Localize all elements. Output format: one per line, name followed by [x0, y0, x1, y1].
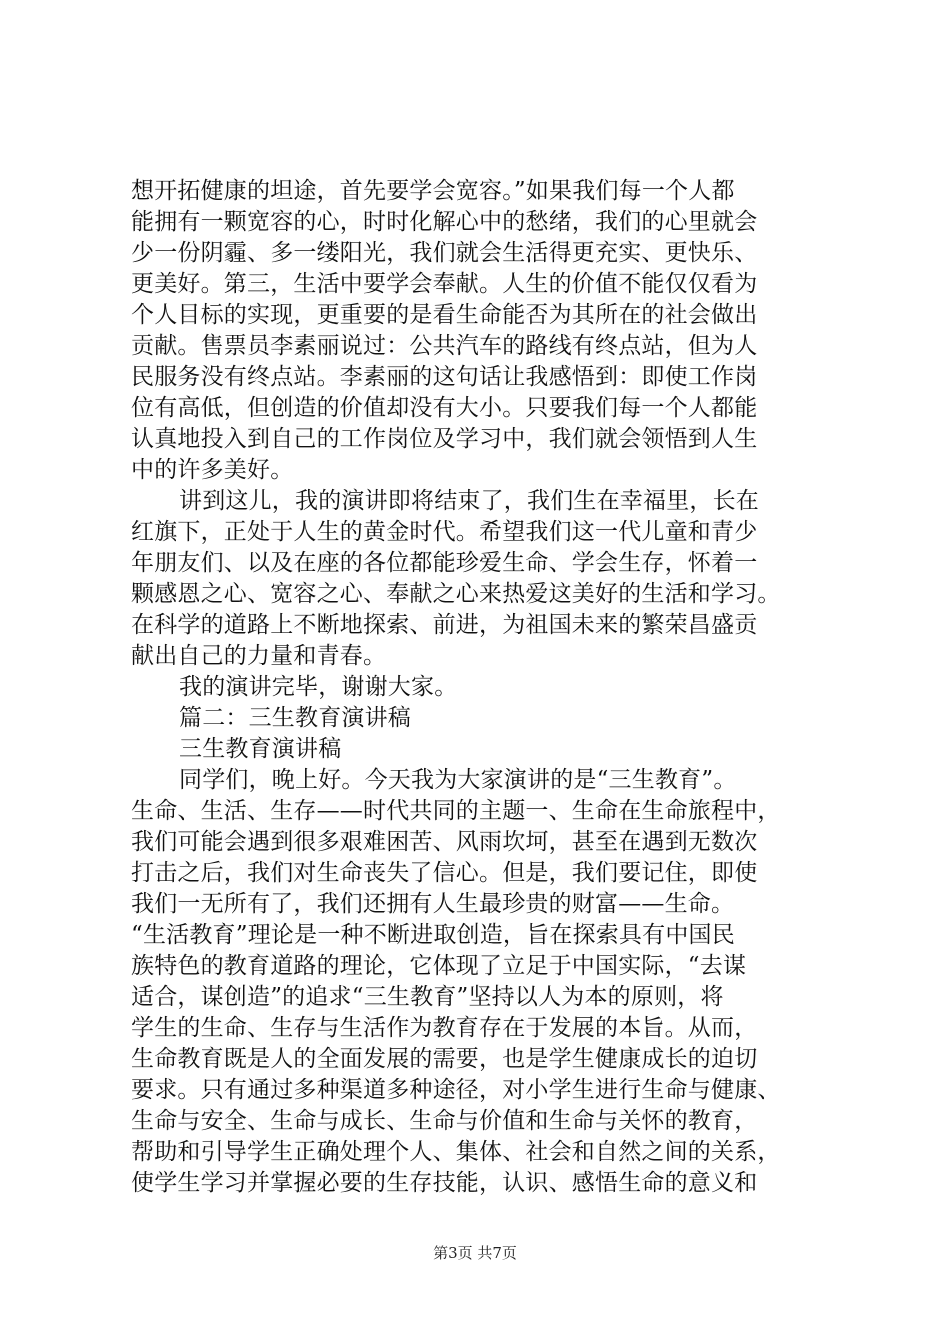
paragraph-start-line: 篇二：三生教育演讲稿: [179, 705, 411, 731]
text-line: 适合，谋创造”的追求“三生教育”坚持以人为本的原则，将: [131, 984, 724, 1010]
text-line: 认真地投入到自己的工作岗位及学习中，我们就会领悟到人生: [131, 426, 758, 452]
text-line: 献出自己的力量和青春。: [131, 643, 387, 669]
text-line: 想开拓健康的坦途，首先要学会宽容。”如果我们每一个人都: [131, 178, 735, 204]
text-line: 使学生学习并掌握必要的生存技能，认识、感悟生命的意义和: [131, 1170, 758, 1196]
text-line: 少一份阴霾、多一缕阳光，我们就会生活得更充实、更快乐、: [131, 240, 758, 266]
text-line: 生命、生活、生存——时代共同的主题一、生命在生命旅程中，: [131, 798, 781, 824]
text-line: 族特色的教育道路的理论，它体现了立足于中国实际，“去谋: [131, 953, 747, 979]
text-line: 能拥有一颗宽容的心，时时化解心中的愁绪，我们的心里就会: [131, 209, 758, 235]
text-line: 年朋友们、以及在座的各位都能珍爱生命、学会生存，怀着一: [131, 550, 758, 576]
text-line: 打击之后，我们对生命丧失了信心。但是，我们要记住，即使: [131, 860, 758, 886]
text-line: 颗感恩之心、宽容之心、奉献之心来热爱这美好的生活和学习。: [131, 581, 781, 607]
text-line: 中的许多美好。: [131, 457, 294, 483]
text-line: “生活教育”理论是一种不断进取创造，旨在探索具有中国民: [131, 922, 735, 948]
text-line: 我们可能会遇到很多艰难困苦、风雨坎坷，甚至在遇到无数次: [131, 829, 758, 855]
text-line: 要求。只有通过多种渠道多种途径，对小学生进行生命与健康、: [131, 1077, 781, 1103]
text-line: 红旗下，正处于人生的黄金时代。希望我们这一代儿童和青少: [131, 519, 758, 545]
text-line: 生命与安全、生命与成长、生命与价值和生命与关怀的教育，: [131, 1108, 758, 1134]
text-line: 贡献。售票员李素丽说过：公共汽车的路线有终点站，但为人: [131, 333, 758, 359]
body-text: [131, 176, 831, 1199]
text-line: 更美好。第三，生活中要学会奉献。人生的价值不能仅仅看为: [131, 271, 758, 297]
text-line: 学生的生命、生存与生活作为教育存在于发展的本旨。从而，: [131, 1015, 758, 1041]
text-line: 个人目标的实现，更重要的是看生命能否为其所在的社会做出: [131, 302, 758, 328]
paragraph-start-line: 三生教育演讲稿: [179, 736, 342, 762]
text-line: 生命教育既是人的全面发展的需要，也是学生健康成长的迫切: [131, 1046, 758, 1072]
paragraph-start-line: 同学们，晚上好。今天我为大家演讲的是“三生教育”。: [179, 767, 737, 793]
paragraph-start-line: 我的演讲完毕，谢谢大家。: [179, 674, 458, 700]
paragraph-start-line: 讲到这儿，我的演讲即将结束了，我们生在幸福里，长在: [179, 488, 759, 514]
text-line: 我们一无所有了，我们还拥有人生最珍贵的财富——生命。: [131, 891, 735, 917]
text-line: 帮助和引导学生正确处理个人、集体、社会和自然之间的关系，: [131, 1139, 781, 1165]
page-footer: 第3页 共7页: [433, 1244, 517, 1262]
text-line: 民服务没有终点站。李素丽的这句话让我感悟到：即使工作岗: [131, 364, 758, 390]
text-line: 位有高低，但创造的价值却没有大小。只要我们每一个人都能: [131, 395, 758, 421]
text-line: 在科学的道路上不断地探索、前进，为祖国未来的繁荣昌盛贡: [131, 612, 758, 638]
